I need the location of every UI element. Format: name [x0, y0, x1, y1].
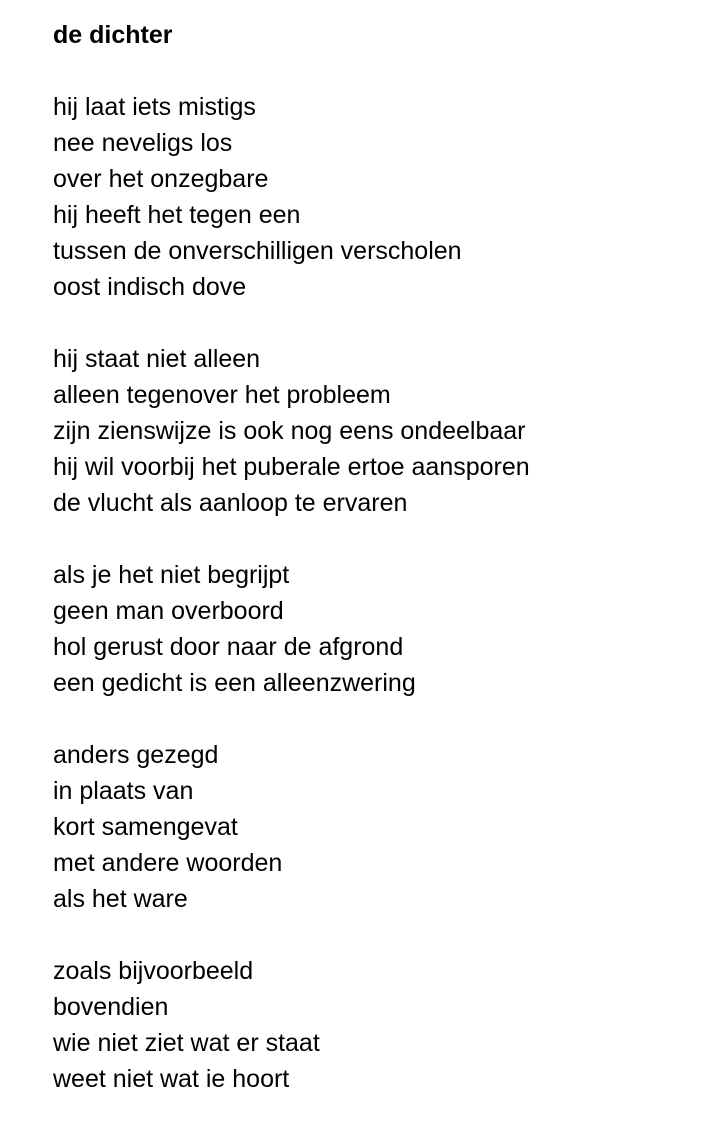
- stanza-1: [53, 89, 728, 305]
- poem-line: oost indisch dove: [53, 273, 247, 301]
- poem-line: een gedicht is een alleenzwering: [53, 669, 416, 697]
- poem-line: zijn zienswijze is ook nog eens ondeelbaar: [53, 417, 526, 445]
- poem-line: de vlucht als aanloop te ervaren: [53, 489, 408, 517]
- stanza-4: [53, 737, 728, 917]
- poem-line: over het onzegbare: [53, 165, 269, 193]
- poem-line: geen man overboord: [53, 597, 284, 625]
- poem-line: met andere woorden: [53, 849, 283, 877]
- poem-line: als het ware: [53, 885, 188, 913]
- poem-line: hij staat niet alleen: [53, 345, 261, 373]
- poem-line: hij heeft het tegen een: [53, 201, 301, 229]
- poem-line: kort samengevat: [53, 813, 238, 841]
- poem-line: zoals bijvoorbeeld: [53, 957, 254, 985]
- poem-line: hol gerust door naar de afgrond: [53, 633, 404, 661]
- stanza-2: [53, 341, 728, 521]
- stanza-5: [53, 953, 728, 1097]
- poem-line: bovendien: [53, 993, 169, 1021]
- poem-line: tussen de onverschilligen verscholen: [53, 237, 462, 265]
- poem-line: wie niet ziet wat er staat: [53, 1029, 320, 1057]
- poem-line: weet niet wat ie hoort: [53, 1065, 290, 1093]
- poem-line: nee neveligs los: [53, 129, 233, 157]
- poem-line: als je het niet begrijpt: [53, 561, 290, 589]
- poem-title: de dichter: [53, 21, 173, 49]
- stanza-3: [53, 557, 728, 701]
- poem-line: hij laat iets mistigs: [53, 93, 256, 121]
- poem-line: anders gezegd: [53, 741, 219, 769]
- poem-line: in plaats van: [53, 777, 194, 805]
- poem-line: hij wil voorbij het puberale ertoe aansporen: [53, 453, 530, 481]
- poem-line: alleen tegenover het probleem: [53, 381, 391, 409]
